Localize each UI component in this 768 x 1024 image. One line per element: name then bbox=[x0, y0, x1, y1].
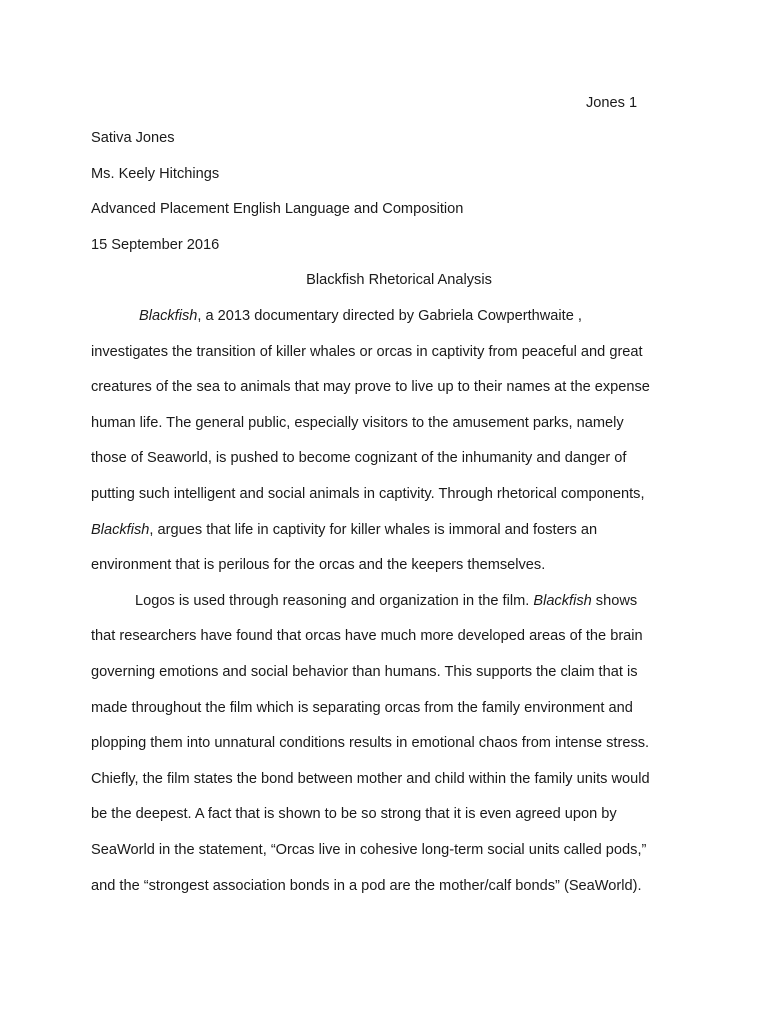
paragraph-1-line-6: putting such intelligent and social animals in captivity. Through rhetorical components, bbox=[91, 485, 645, 502]
text-run: shows bbox=[591, 592, 638, 609]
paragraph-1-line-2: investigates the transition of killer whales or orcas in captivity from peaceful and great bbox=[91, 343, 643, 360]
course-name: Advanced Placement English Language and Composition bbox=[91, 201, 464, 218]
text-run: Logos is used through reasoning and organization in the film. bbox=[135, 592, 534, 609]
paragraph-2-line-2: that researchers have found that orcas have much more developed areas of the brain bbox=[91, 628, 643, 645]
instructor-name: Ms. Keely Hitchings bbox=[91, 165, 220, 182]
paragraph-1-line-8: environment that is perilous for the orcas and the keepers themselves. bbox=[91, 557, 546, 574]
essay-date: 15 September 2016 bbox=[91, 236, 220, 253]
essay-body bbox=[91, 307, 681, 912]
page-header: Jones 1 bbox=[586, 95, 638, 111]
paragraph-2-line-1 bbox=[91, 592, 681, 628]
paragraph-1-line-7 bbox=[91, 521, 681, 557]
paragraph-1-line-1 bbox=[91, 307, 681, 343]
paragraph-1-line-4: human life. The general public, especially visitors to the amusement parks, namely bbox=[91, 414, 624, 431]
film-title: Blackfish bbox=[139, 308, 198, 324]
paragraph-2-line-5: plopping them into unnatural conditions results in emotional chaos from intense stress. bbox=[91, 735, 650, 752]
essay-title: Blackfish Rhetorical Analysis bbox=[306, 272, 492, 288]
text-run: , argues that life in captivity for killer whales is immoral and fosters an bbox=[149, 521, 598, 538]
paragraph-2-line-3: governing emotions and social behavior than humans. This supports the claim that is bbox=[91, 663, 638, 680]
paragraph-2-line-7: be the deepest. A fact that is shown to be so strong that it is even agreed upon by bbox=[91, 806, 617, 823]
text-run: , a 2013 documentary directed by Gabriela Cowperthwaite , bbox=[197, 308, 582, 324]
paragraph-2-line-4: made throughout the film which is separating orcas from the family environment and bbox=[91, 699, 633, 716]
film-title: Blackfish bbox=[533, 592, 592, 609]
paragraph-2-line-8: SeaWorld in the statement, “Orcas live in cohesive long-term social units called pods,” bbox=[91, 841, 647, 858]
mla-heading bbox=[91, 129, 463, 271]
film-title: Blackfish bbox=[91, 521, 150, 538]
paragraph-1-line-3: creatures of the sea to animals that may prove to live up to their names at the expense bbox=[91, 379, 650, 396]
essay-title-row bbox=[0, 271, 768, 289]
paragraph-2-line-6: Chiefly, the film states the bond between mother and child within the family units would bbox=[91, 770, 650, 787]
author-name: Sativa Jones bbox=[91, 130, 175, 146]
paragraph-1-line-5: those of Seaworld, is pushed to become cognizant of the inhumanity and danger of bbox=[91, 450, 627, 467]
paragraph-2-line-9: and the “strongest association bonds in a pod are the mother/calf bonds” (SeaWorld). bbox=[91, 877, 642, 894]
